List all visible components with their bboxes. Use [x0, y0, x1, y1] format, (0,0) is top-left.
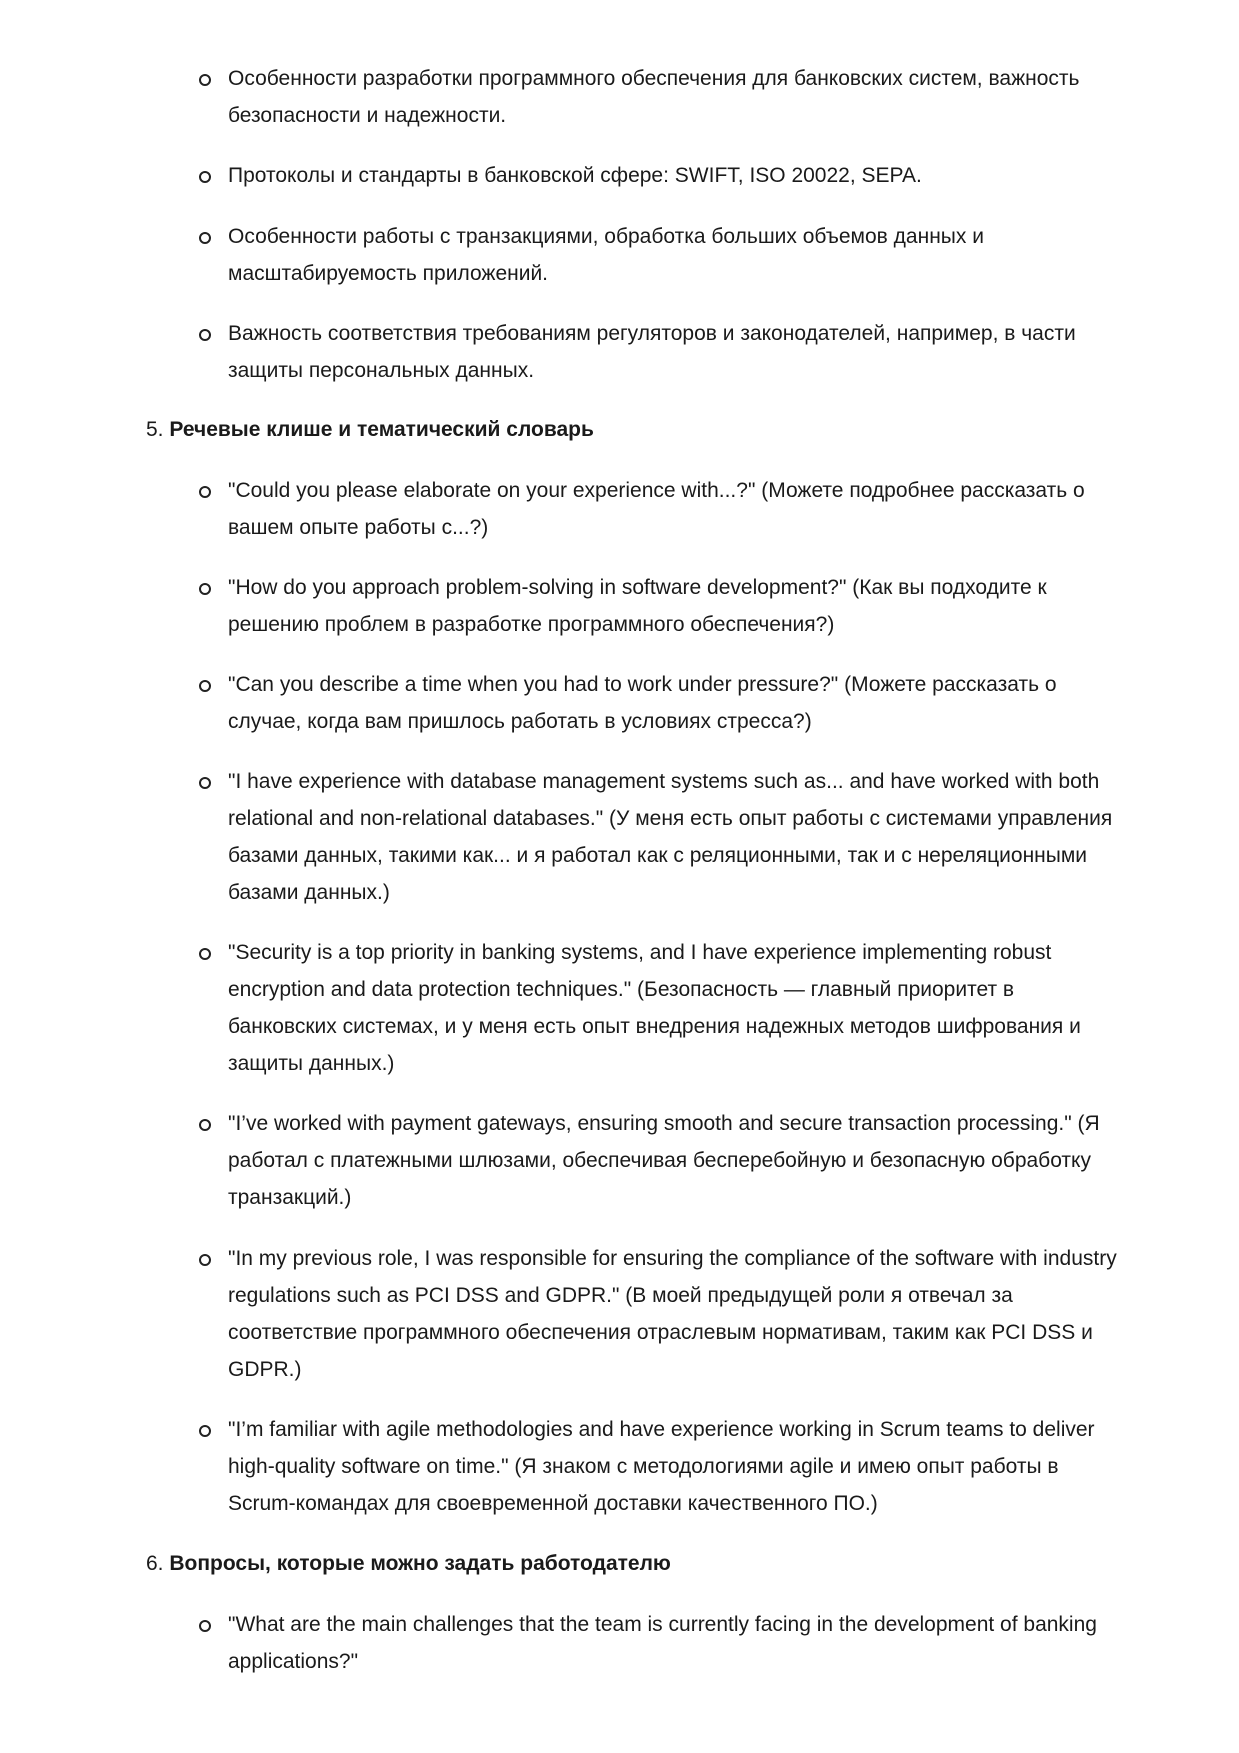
- list-item: Особенности работы с транзакциями, обработка больших объемов данных и масштабируемость приложений.: [228, 218, 1128, 292]
- list-item: "I’ve worked with payment gateways, ensuring smooth and secure transaction processing." (Я работал с платежными шлюзами, обеспечивая бесперебойную и безопасную обработку транзакций.): [228, 1105, 1128, 1216]
- list-item: "I have experience with database management systems such as... and have worked with both relational and non-relational databases." (У меня есть опыт работы с системами управления базами данных, такими как... и я работал как с реляционными, так и с нереляционными базами данных.): [228, 763, 1128, 911]
- list-item: "Could you please elaborate on your experience with...?" (Можете подробнее рассказать о вашем опыте работы с...?): [228, 472, 1128, 546]
- list-item: "How do you approach problem-solving in software development?" (Как вы подходите к решению проблем в разработке программного обеспечения?): [228, 569, 1128, 643]
- circle-bullet-icon: [199, 486, 211, 498]
- circle-bullet-icon: [199, 1254, 211, 1266]
- circle-bullet-icon: [199, 680, 211, 692]
- circle-bullet-icon: [199, 777, 211, 789]
- list-item: Особенности разработки программного обеспечения для банковских систем, важность безопасности и надежности.: [228, 60, 1128, 134]
- circle-bullet-icon: [199, 329, 211, 341]
- list-item: "Security is a top priority in banking systems, and I have experience implementing robust encryption and data protection techniques." (Безопасность — главный приоритет в банковских системах, и у меня есть опыт внедрения надежных методов шифрования и защиты данных.): [228, 934, 1128, 1082]
- circle-bullet-icon: [199, 171, 211, 183]
- list-item: Важность соответствия требованиям регуляторов и законодателей, например, в части защиты персональных данных.: [228, 315, 1128, 389]
- circle-bullet-icon: [199, 74, 211, 86]
- circle-bullet-icon: [199, 1620, 211, 1632]
- circle-bullet-icon: [199, 583, 211, 595]
- section-heading: 6. Вопросы, которые можно задать работодателю: [146, 1552, 671, 1575]
- list-item: Протоколы и стандарты в банковской сфере: SWIFT, ISO 20022, SEPA.: [228, 157, 1128, 194]
- section-heading: 5. Речевые клише и тематический словарь: [146, 418, 594, 441]
- circle-bullet-icon: [199, 232, 211, 244]
- circle-bullet-icon: [199, 1425, 211, 1437]
- list-item: "What are the main challenges that the team is currently facing in the development of banking applications?": [228, 1606, 1128, 1680]
- circle-bullet-icon: [199, 1119, 211, 1131]
- list-item: "In my previous role, I was responsible for ensuring the compliance of the software with industry regulations such as PCI DSS and GDPR." (В моей предыдущей роли я отвечал за соответствие программного обеспечения отраслевым нормативам, таким как PCI DSS и GDPR.): [228, 1240, 1128, 1388]
- list-item: "Can you describe a time when you had to work under pressure?" (Можете рассказать о случае, когда вам пришлось работать в условиях стресса?): [228, 666, 1128, 740]
- circle-bullet-icon: [199, 948, 211, 960]
- list-item: "I’m familiar with agile methodologies and have experience working in Scrum teams to deliver high-quality software on time." (Я знаком с методологиями agile и имею опыт работы в Scrum-командах для своевременной доставки качественного ПО.): [228, 1411, 1128, 1522]
